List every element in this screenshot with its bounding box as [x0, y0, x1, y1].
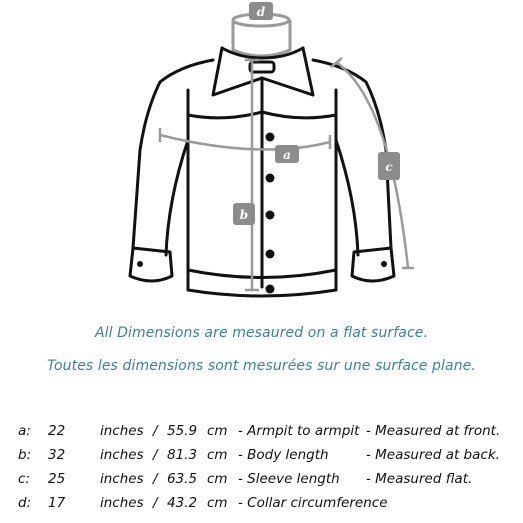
cuff-button-right — [381, 261, 387, 267]
label-d-text: d — [256, 5, 266, 19]
label-b — [233, 203, 255, 225]
jacket-outline — [130, 48, 394, 296]
front-buttons — [266, 133, 275, 294]
label-c-text: c — [385, 160, 393, 174]
measure-cm: 63.5 — [167, 471, 198, 487]
measure-inches: 22 — [48, 423, 66, 439]
inch-unit: inches — [100, 423, 144, 439]
front-button — [266, 133, 275, 142]
measurement-row-c — [0, 471, 523, 493]
measure-cm: 81.3 — [167, 447, 198, 463]
measure-cm: 43.2 — [167, 495, 198, 511]
measure-inches: 17 — [48, 495, 66, 511]
front-button — [266, 211, 275, 220]
note-french: Toutes les dimensions sont mesurées sur une surface plane. — [47, 358, 476, 374]
unit-separator: / — [153, 471, 158, 487]
front-button — [266, 174, 275, 183]
label-b-text: b — [239, 208, 249, 222]
cuff-button-left — [137, 261, 143, 267]
body-length-measure-b — [245, 60, 259, 290]
cm-unit: cm — [207, 423, 228, 439]
label-c — [378, 152, 400, 180]
measure-description: - Collar circumference — [238, 495, 388, 511]
measurement-row-b — [0, 447, 523, 469]
measure-description: - Body length — [238, 447, 329, 463]
measure-inches: 32 — [48, 447, 66, 463]
measure-method: - Measured flat. — [366, 471, 473, 487]
unit-separator: / — [153, 423, 158, 439]
measure-letter: b: — [18, 447, 32, 463]
front-button — [266, 250, 275, 259]
collar-measure-d — [233, 14, 290, 56]
cm-unit: cm — [207, 447, 228, 463]
measure-method: - Measured at back. — [366, 447, 500, 463]
measurement-row-d — [0, 495, 523, 517]
measure-letter: d: — [18, 495, 32, 511]
measure-method: - Measured at front. — [366, 423, 501, 439]
label-a-text: a — [283, 148, 291, 162]
unit-separator: / — [153, 447, 158, 463]
measure-description: - Armpit to armpit — [238, 423, 360, 439]
measure-inches: 25 — [48, 471, 66, 487]
cm-unit: cm — [207, 471, 228, 487]
front-button — [266, 285, 275, 294]
label-a — [275, 145, 299, 163]
inch-unit: inches — [100, 447, 144, 463]
inch-unit: inches — [100, 495, 144, 511]
measure-letter: a: — [18, 423, 31, 439]
measure-description: - Sleeve length — [238, 471, 340, 487]
measurement-row-a — [0, 423, 523, 445]
inch-unit: inches — [100, 471, 144, 487]
unit-separator: / — [153, 495, 158, 511]
label-d — [249, 2, 273, 20]
cm-unit: cm — [207, 495, 228, 511]
measure-cm: 55.9 — [167, 423, 198, 439]
measure-letter: c: — [18, 471, 30, 487]
note-english: All Dimensions are mesaured on a flat surface. — [94, 325, 429, 341]
